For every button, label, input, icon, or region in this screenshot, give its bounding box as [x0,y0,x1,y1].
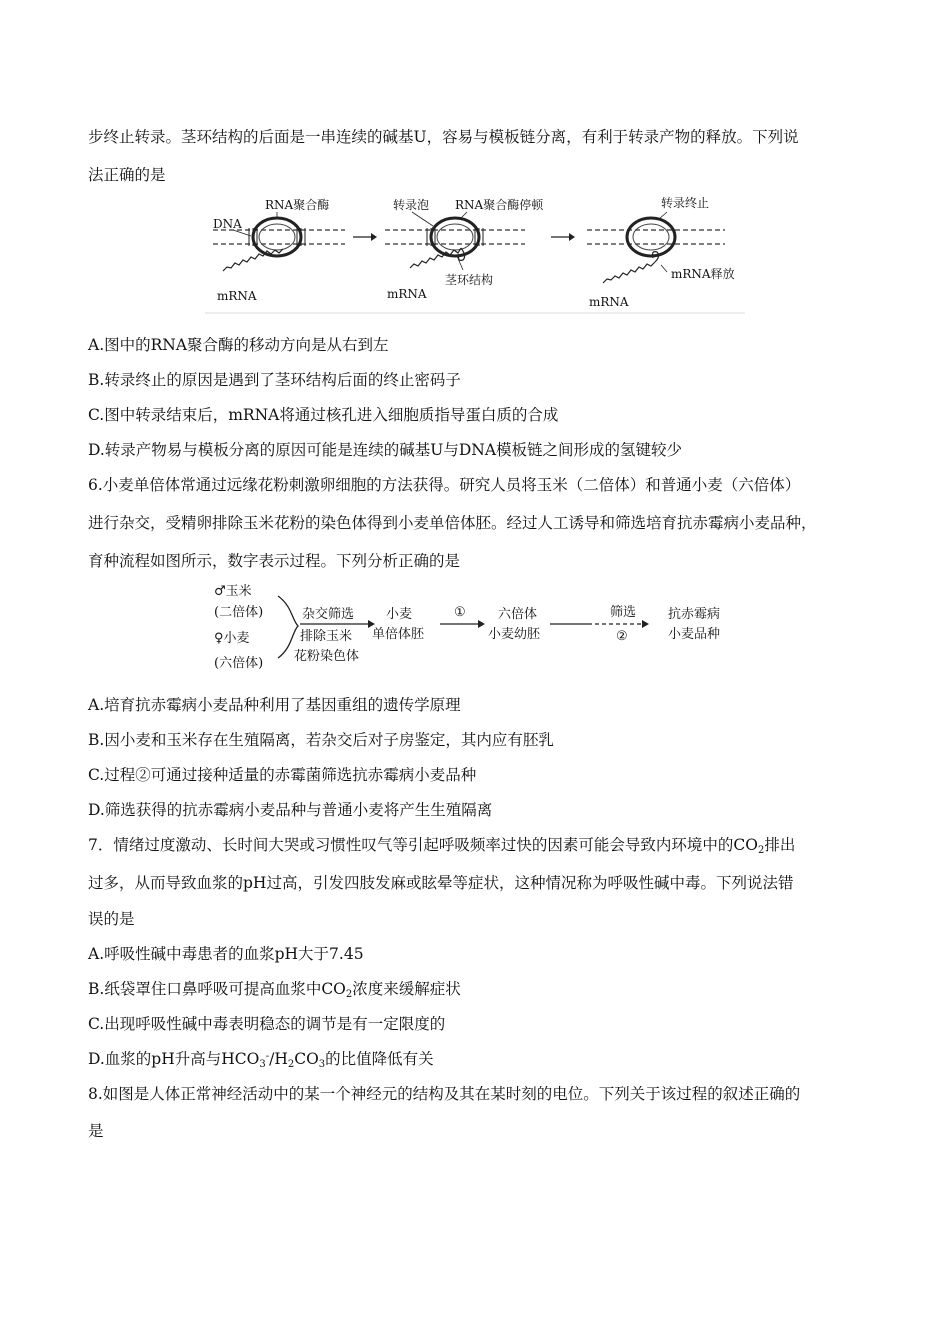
stem-loop-label: 茎环结构 [445,273,494,287]
mrna-label-2: mRNA [387,287,427,301]
q8-stem-line-2: 是 [88,1122,104,1140]
arrow-right-icon [551,233,575,241]
cross-step-3: 花粉染色体 [294,649,360,664]
q7-option-d: D.血浆的pH升高与$HCO_3^-/H_2CO_3$的比值降低有关 [88,1050,434,1070]
q5-option-b: B.转录终止的原因是遇到了茎环结构后面的终止密码子 [88,371,461,389]
q6-option-d: D.筛选获得的抗赤霉病小麦品种与普通小麦将产生生殖隔离 [88,801,493,819]
q7-option-b: B.纸袋罩住口鼻呼吸可提高血浆中$CO_2$浓度来缓解症状 [88,980,461,1000]
mrna-release-label: mRNA释放 [671,267,735,281]
female-ploidy: (六倍体) [214,656,264,671]
panel-transcription-termination [587,195,735,309]
transcription-termination-figure [205,192,745,314]
result-label-2: 小麦品种 [668,627,721,642]
hexaploid-label-2: 小麦幼胚 [488,627,541,642]
haploid-label-1: 小麦 [386,607,413,622]
haploid-label-2: 单倍体胚 [372,627,425,642]
q7-option-c: C.出现呼吸性碱中毒表明稳态的调节是有一定限度的 [88,1015,446,1033]
dna-label: DNA [213,217,242,231]
hexaploid-label-1: 六倍体 [498,607,538,622]
mrna-label-1: mRNA [217,289,257,303]
q7-stem-line-2: 过多，从而导致血浆的pH过高，引发四肢发麻或眩晕等症状，这种情况称为呼吸性碱中毒。下列说法错 [88,874,794,892]
male-parent: ♂玉米 [214,584,252,599]
cross-step-1: 杂交筛选 [302,607,355,622]
q6-option-a: A.培育抗赤霉病小麦品种利用了基因重组的遗传学原理 [88,696,461,714]
q6-option-b: B.因小麦和玉米存在生殖隔离，若杂交后对子房鉴定，其内应有胚乳 [88,731,554,749]
pause-label: RNA聚合酶停顿 [455,198,544,212]
rna-polymerase-label: RNA聚合酶 [265,198,330,212]
q6-option-c: C.过程②可通过接种适量的赤霉菌筛选抗赤霉病小麦品种 [88,766,477,784]
breeding-flowchart [212,578,742,678]
q6-stem-line-1: 6.小麦单倍体常通过远缘花粉刺激卵细胞的方法获得。研究人员将玉米（二倍体）和普通小麦（六倍体） [88,476,801,494]
panel-rna-polymerase [213,197,345,303]
screen-label: 筛选 [610,605,637,620]
q6-stem-line-3: 育种流程如图所示，数字表示过程。下列分析正确的是 [88,552,461,570]
q6-stem-line-2: 进行杂交，受精卵排除玉米花粉的染色体得到小麦单倍体胚。经过人工诱导和筛选培育抗赤霉病小麦品种， [88,514,817,532]
process-2-label: ② [616,629,628,644]
male-ploidy: (二倍体) [214,605,264,620]
bubble-label: 转录泡 [393,198,430,212]
q8-stem-line-1: 8.如图是人体正常神经活动中的某一个神经元的结构及其在某时刻的电位。下列关于该过程的叙述正确的 [88,1085,801,1103]
process-1-label: ① [454,605,466,620]
q5-stem-line-2: 法正确的是 [88,166,166,184]
q5-stem-line-1: 步终止转录。茎环结构的后面是一串连续的碱基U，容易与模板链分离，有利于转录产物的释放。下列说 [88,128,799,146]
q7-option-a: A.呼吸性碱中毒患者的血浆pH大于7.45 [88,945,364,963]
q7-stem-line-3: 误的是 [88,910,135,928]
mrna-label-3: mRNA [589,295,629,309]
panel-polymerase-pause [385,197,544,301]
result-label-1: 抗赤霉病 [668,607,721,622]
q5-option-c: C.图中转录结束后，mRNA将通过核孔进入细胞质指导蛋白质的合成 [88,406,559,424]
q7-stem-line-1: 7．情绪过度激动、长时间大哭或习惯性叹气等引起呼吸频率过快的因素可能会导致内环境中的$CO_2$排出 [88,836,796,856]
termination-label: 转录终止 [661,196,710,210]
q5-option-a: A.图中的RNA聚合酶的移动方向是从右到左 [88,336,389,354]
arrow-right-icon [353,233,377,241]
q5-option-d: D.转录产物易与模板分离的原因可能是连续的碱基U与DNA模板链之间形成的氢键较少 [88,441,683,459]
cross-step-2: 排除玉米 [300,629,353,644]
female-parent: ♀小麦 [214,631,250,646]
